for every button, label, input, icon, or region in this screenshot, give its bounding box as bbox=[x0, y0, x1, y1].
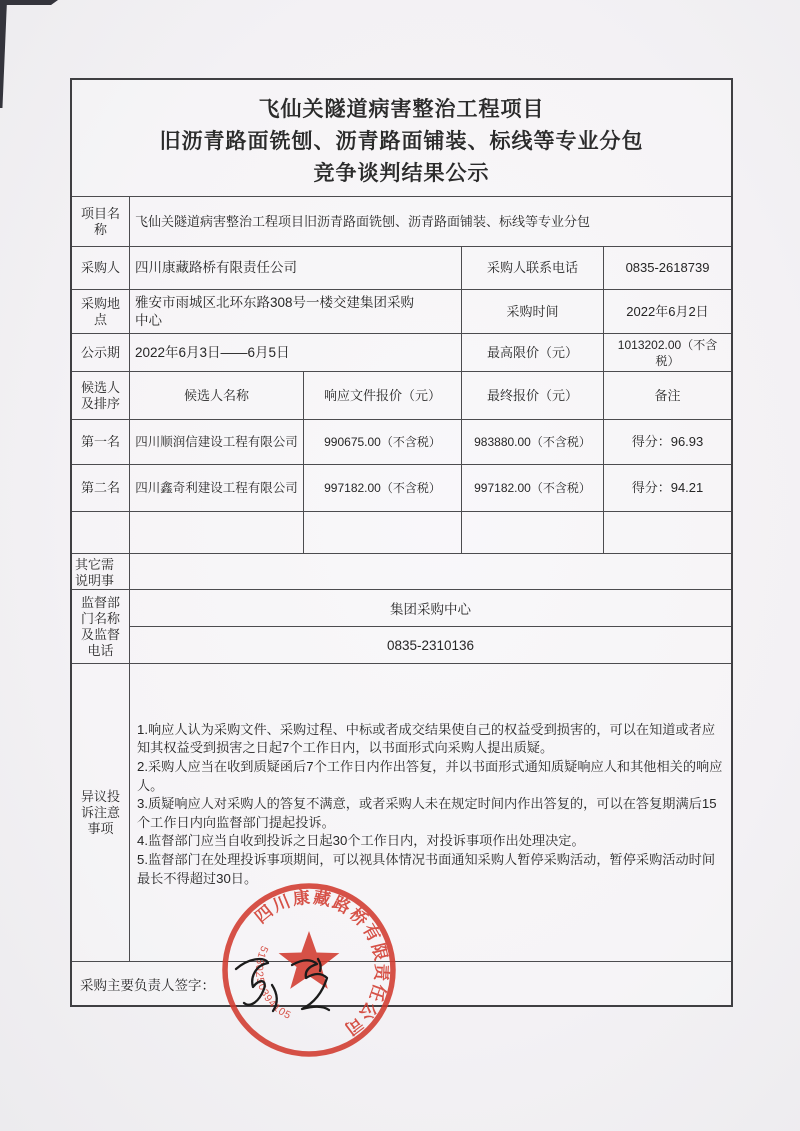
row-project-name bbox=[72, 197, 731, 247]
candidate-remark: 得分：96.93 bbox=[631, 434, 704, 449]
signature-label: 采购主要负责人签字： bbox=[80, 977, 215, 993]
row-candidates-header bbox=[72, 372, 731, 420]
table-row-candidate-3-empty bbox=[72, 512, 731, 554]
document-title-block bbox=[72, 80, 731, 197]
candidate-doc-price: 997182.00（不含税） bbox=[304, 465, 462, 511]
candidate-final-price bbox=[462, 512, 604, 553]
seal-code-text: 5180250394105 bbox=[252, 943, 294, 1023]
candidate-final-price: 983880.00（不含税） bbox=[462, 420, 604, 464]
period-label: 公示期 bbox=[72, 334, 130, 371]
final-price-header: 最终报价（元） bbox=[462, 372, 604, 419]
candidate-name: 四川顺润信建设工程有限公司 bbox=[130, 420, 304, 464]
candidate-rank: 第一名 bbox=[72, 420, 130, 464]
dispute-item-4: 4.监督部门应当自收到投诉之日起30个工作日内，对投诉事项作出处理决定。 bbox=[137, 833, 585, 849]
candidate-rank: 第二名 bbox=[72, 465, 130, 511]
max-price-label: 最高限价（元） bbox=[462, 334, 604, 371]
candidate-final-price: 997182.00（不含税） bbox=[462, 465, 604, 511]
location-value: 雅安市雨城区北环东路308号一楼交建集团采购中心 bbox=[130, 290, 462, 333]
other-notes-value bbox=[130, 554, 731, 589]
supervision-dept-value: 集团采购中心 bbox=[130, 590, 731, 627]
period-value: 2022年6月3日——6月5日 bbox=[130, 334, 462, 371]
table-row-candidate-2 bbox=[72, 465, 731, 512]
supervision-label: 监督部门名称及监督电话 bbox=[72, 590, 130, 663]
project-name-value: 飞仙关隧道病害整治工程项目旧沥青路面铣刨、沥青路面铺装、标线等专业分包 bbox=[135, 213, 591, 229]
title-line-3: 竞争谈判结果公示 bbox=[313, 162, 490, 185]
dispute-item-3: 3.质疑响应人对采购人的答复不满意，或者采购人未在规定时间内作出答复的，可以在答复期满后15个工作日内向监督部门提起投诉。 bbox=[137, 796, 717, 830]
row-location bbox=[72, 290, 731, 334]
candidate-doc-price bbox=[304, 512, 462, 553]
dispute-label: 异议投诉注意事项 bbox=[72, 664, 130, 961]
row-buyer bbox=[72, 247, 731, 290]
candidate-doc-price: 990675.00（不含税） bbox=[304, 420, 462, 464]
purchase-time-value: 2022年6月2日 bbox=[626, 303, 709, 319]
title-line-1: 飞仙关隧道病害整治工程项目 bbox=[258, 98, 545, 121]
dispute-item-1: 1.响应人认为采购文件、采购过程、中标或者成交结果使自己的权益受到损害的，可以在知道或者应知其权益受到损害之日起7个工作日内，以书面形式向采购人提出质疑。 bbox=[137, 721, 716, 756]
result-announcement-table bbox=[70, 78, 733, 1007]
seal-company-text: 四川康藏路桥有限责任公司 bbox=[251, 887, 392, 1040]
buyer-phone-value: 0835-2618739 bbox=[625, 260, 710, 275]
remark-header: 备注 bbox=[654, 387, 681, 403]
scan-edge-artifact-top bbox=[0, 0, 58, 5]
dispute-item-5: 5.监督部门在处理投诉事项期间，可以视具体情况书面通知采购人暂停采购活动，暂停采购活动时间最长不得超过30日。 bbox=[137, 851, 716, 886]
supervision-values bbox=[130, 590, 731, 663]
title-line-2: 旧沥青路面铣刨、沥青路面铺装、标线等专业分包 bbox=[159, 130, 644, 153]
rank-header: 候选人及排序 bbox=[72, 372, 130, 419]
dispute-item-2: 2.采购人应当在收到质疑函后7个工作日内作出答复，并以书面形式通知质疑响应人和其他相关的响应人。 bbox=[137, 759, 723, 793]
dispute-text bbox=[130, 664, 731, 961]
purchase-time-label: 采购时间 bbox=[462, 290, 604, 333]
scan-edge-artifact-left bbox=[0, 0, 7, 108]
other-notes-label: 其它需说明事 bbox=[72, 554, 130, 589]
doc-price-header: 响应文件报价（元） bbox=[304, 372, 462, 419]
row-supervision bbox=[72, 590, 731, 664]
candidate-name: 四川鑫奇利建设工程有限公司 bbox=[130, 465, 304, 511]
candidate-rank bbox=[72, 512, 130, 553]
row-signature bbox=[72, 962, 731, 1005]
supervision-phone-value: 0835-2310136 bbox=[386, 637, 475, 653]
row-period bbox=[72, 334, 731, 372]
max-price-value: 1013202.00（不含税） bbox=[617, 337, 718, 368]
buyer-phone-label: 采购人联系电话 bbox=[462, 247, 604, 289]
location-label: 采购地点 bbox=[72, 290, 130, 333]
project-name-label: 项目名称 bbox=[72, 197, 130, 246]
row-dispute-notice bbox=[72, 664, 731, 962]
row-other-notes bbox=[72, 554, 731, 590]
candidate-name bbox=[130, 512, 304, 553]
buyer-label: 采购人 bbox=[72, 247, 130, 289]
candidate-remark bbox=[604, 512, 731, 553]
buyer-value: 四川康藏路桥有限责任公司 bbox=[130, 247, 462, 289]
name-header: 候选人名称 bbox=[130, 372, 304, 419]
candidate-remark: 得分：94.21 bbox=[631, 480, 704, 495]
table-row-candidate-1 bbox=[72, 420, 731, 465]
